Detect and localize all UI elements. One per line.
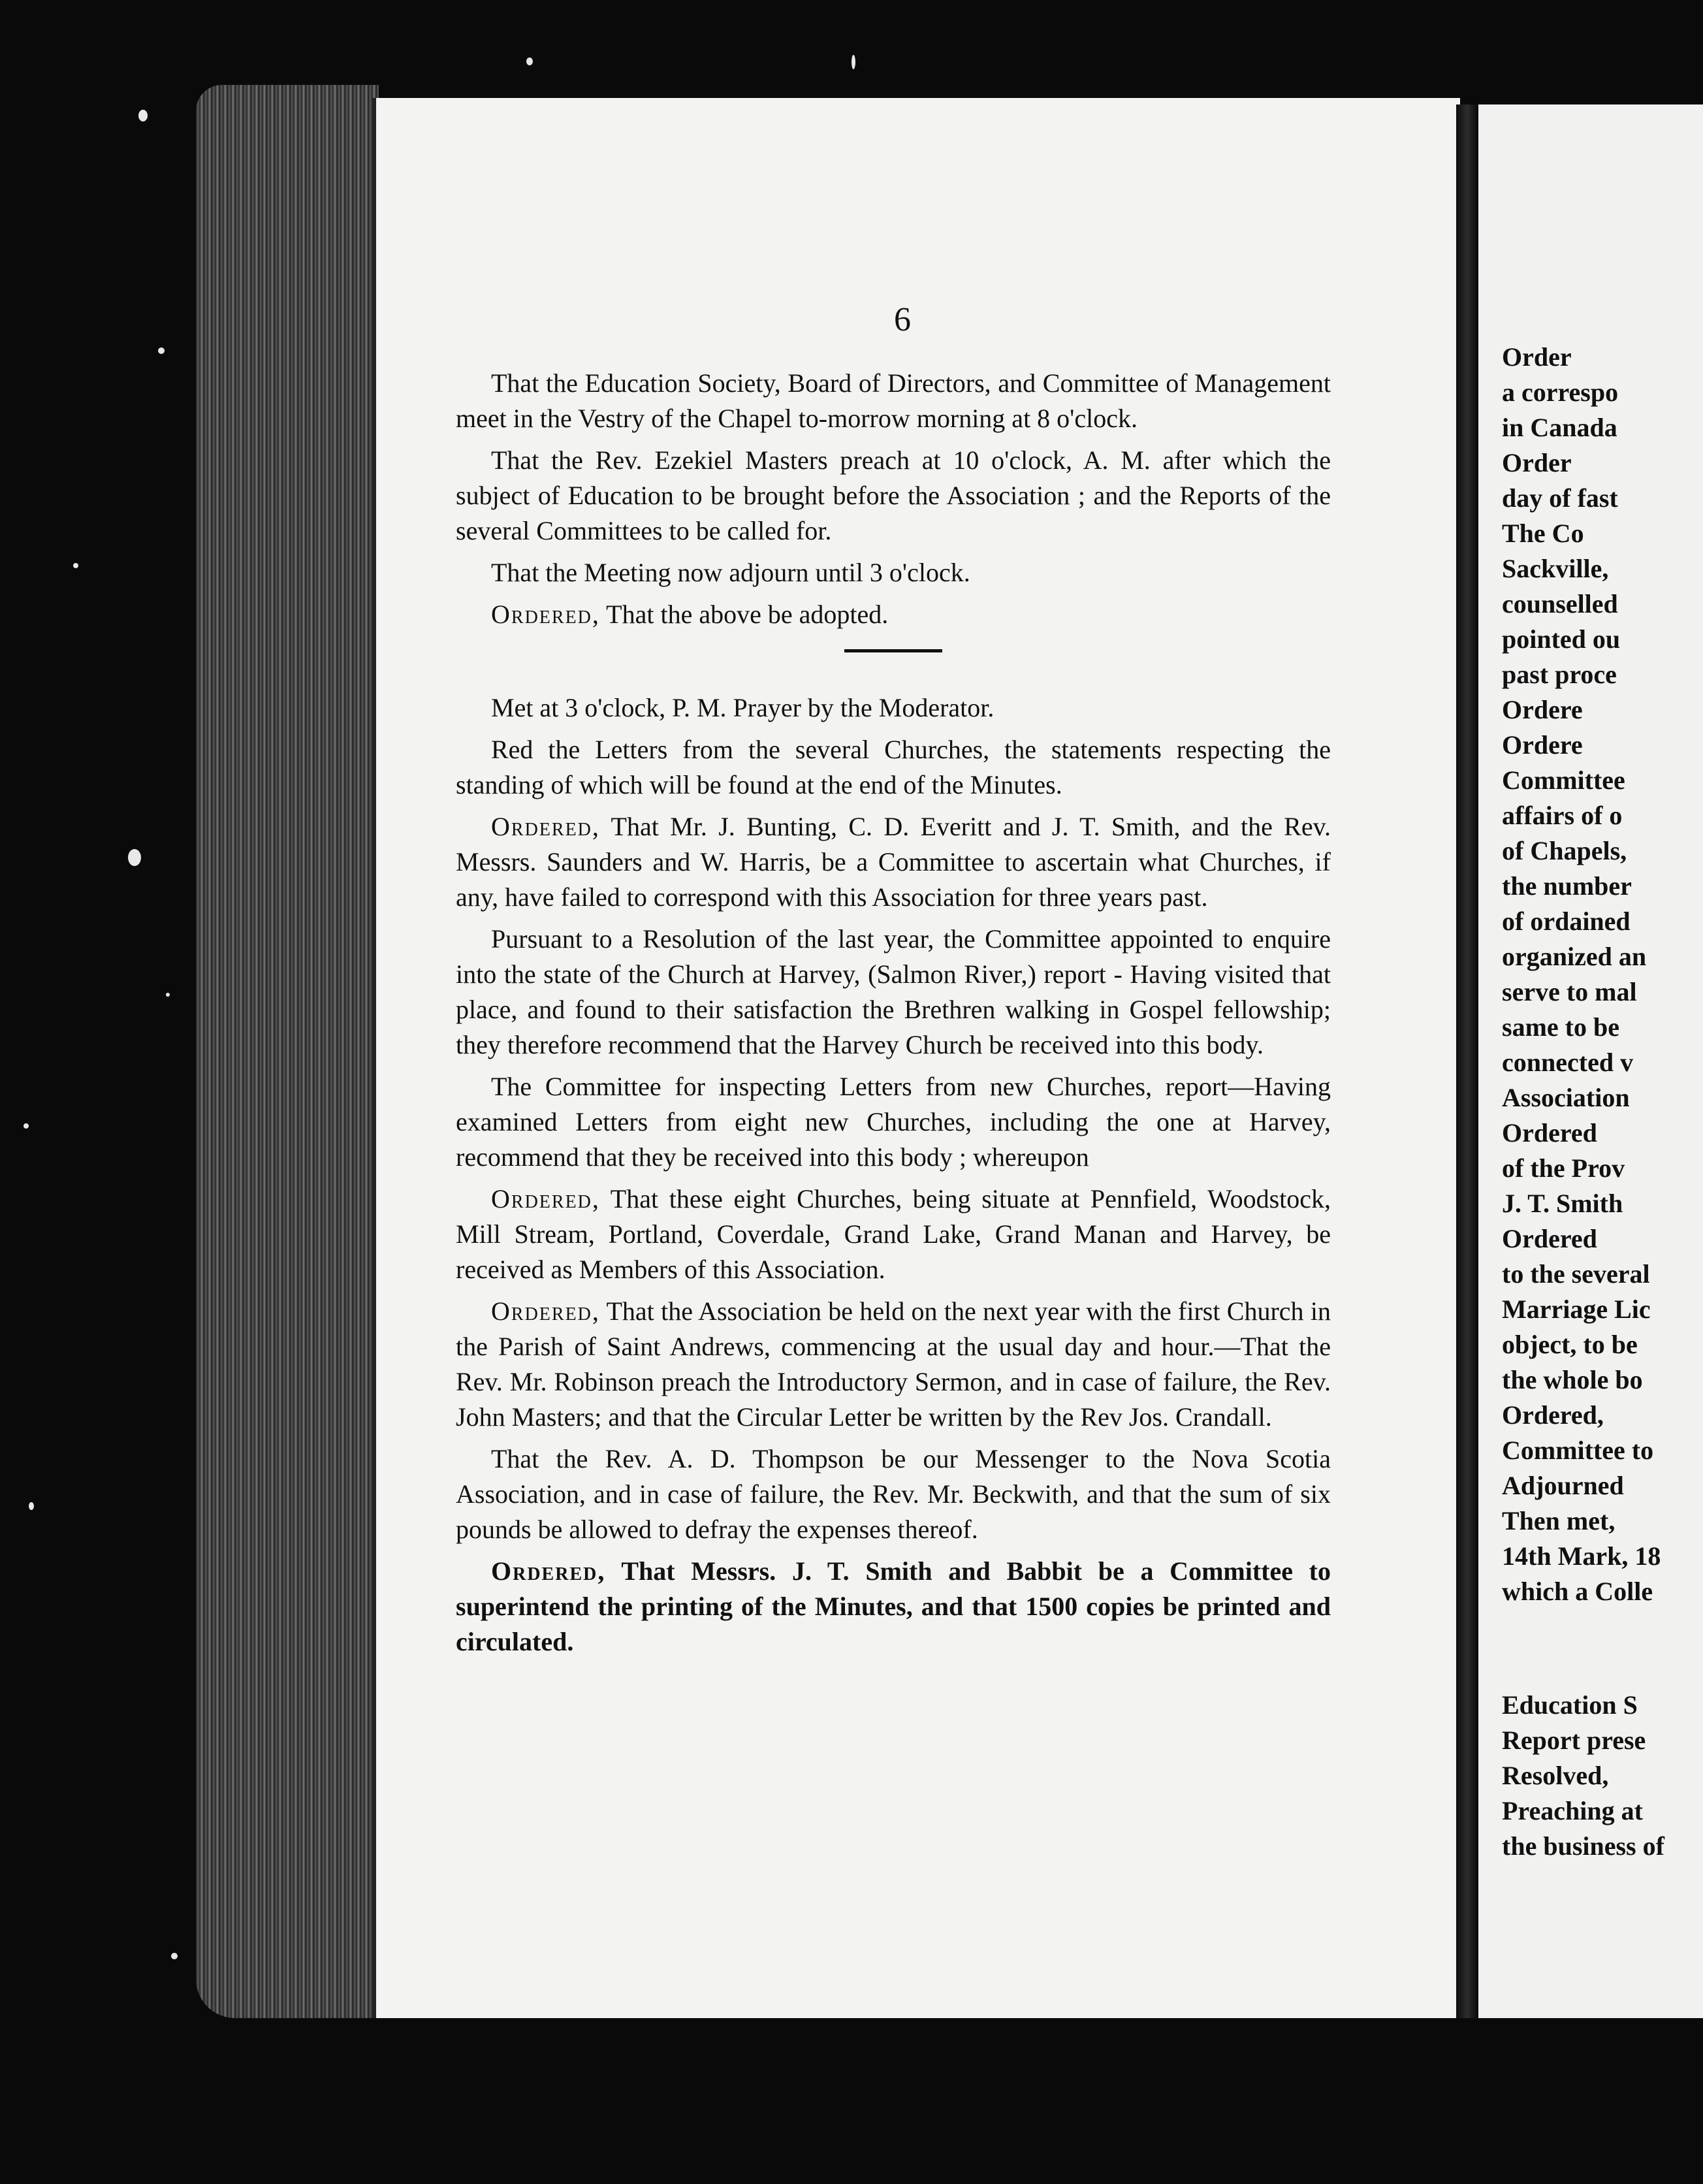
paragraph: Ordered, That Messrs. J. T. Smith and Babbit be a Committee to superintend the printing of the Minutes, and that 1500 copies be printed and circulated.	[456, 1556, 1331, 1656]
right-page-line: counselled	[1502, 589, 1618, 618]
right-page-line: past proce	[1502, 660, 1617, 689]
right-page-line: Marriage Lic	[1502, 1294, 1651, 1324]
paragraph: Met at 3 o'clock, P. M. Prayer by the Moderator.	[491, 693, 995, 722]
right-page-line: Order	[1502, 342, 1572, 372]
right-page-line: the whole bo	[1502, 1365, 1643, 1394]
right-page-line	[1502, 1609, 1703, 1688]
paragraph: That the Meeting now adjourn until 3 o'clock.	[491, 558, 970, 587]
right-page-line: Association	[1502, 1083, 1630, 1112]
film-speck	[166, 993, 170, 997]
film-speck	[138, 110, 148, 121]
paragraph: Ordered, That Mr. J. Bunting, C. D. Everitt and J. T. Smith, and the Rev. Messrs. Saunders and W. Harris, be a Committee to ascertain what Churches, if any, have failed to correspond with this Association for three years past.	[456, 812, 1331, 912]
right-page-line: 14th Mark, 18	[1502, 1541, 1661, 1571]
paragraph: That the Education Society, Board of Directors, and Committee of Management meet in the Vestry of the Chapel to-morrow morning at 8 o'clock.	[456, 368, 1331, 433]
right-page-line: in Canada	[1502, 413, 1617, 442]
film-speck	[29, 1502, 34, 1510]
film-speck	[128, 849, 141, 866]
film-speck	[526, 57, 533, 65]
right-page-line: Committee	[1502, 765, 1625, 795]
right-page-line: Ordere	[1502, 695, 1583, 724]
paragraph: The Committee for inspecting Letters from new Churches, report—Having examined Letters from eight new Churches, including the one at Harvey, recommend that they be received into this body ; whereupon	[456, 1072, 1331, 1172]
right-page-line: Resolved,	[1502, 1761, 1609, 1790]
paragraph: Red the Letters from the several Churches, the statements respecting the standing of which will be found at the end of the Minutes.	[456, 735, 1331, 799]
right-page-line: Then met,	[1502, 1506, 1615, 1535]
right-page-line: J. T. Smith	[1502, 1189, 1623, 1218]
film-speck	[24, 1123, 29, 1129]
right-page-line: Preaching at	[1502, 1796, 1643, 1825]
section-divider	[844, 649, 942, 652]
right-page-line: connected v	[1502, 1048, 1634, 1077]
right-page-text	[1502, 340, 1703, 1864]
film-speck	[73, 563, 78, 568]
right-page-line: of ordained	[1502, 907, 1631, 936]
page-number: 6	[894, 301, 911, 338]
right-page-line: Education S	[1502, 1690, 1638, 1720]
paragraph: Ordered, That these eight Churches, being situate at Pennfield, Woodstock, Mill Stream, Portland, Coverdale, Grand Lake, Grand Manan and Harvey, be received as Members of this Association.	[456, 1184, 1331, 1284]
page-edges	[196, 85, 379, 2018]
paragraph: Ordered, That the above be adopted.	[491, 600, 889, 629]
right-page-line: the number	[1502, 871, 1632, 901]
right-page-line: organized an	[1502, 942, 1647, 971]
right-page-line: a correspo	[1502, 377, 1619, 407]
film-speck	[158, 347, 165, 354]
right-page-line: Sackville,	[1502, 554, 1609, 583]
book-gutter	[1456, 104, 1478, 2018]
film-speck	[171, 1953, 178, 1959]
right-page-line: Adjourned	[1502, 1471, 1624, 1500]
right-page-line: Ordered	[1502, 1118, 1597, 1148]
right-page-line: Committee to	[1502, 1436, 1654, 1465]
left-page-text	[456, 366, 1331, 1666]
right-page-line: The Co	[1502, 519, 1584, 548]
paragraph: Ordered, That the Association be held on the next year with the first Church in the Parish of Saint Andrews, commencing at the usual day and hour.—That the Rev. Mr. Robinson preach the Introductory Sermon, and in case of failure, the Rev. John Masters; and that the Circular Letter be written by the Rev Jos. Crandall.	[456, 1296, 1331, 1432]
right-page-line: Order	[1502, 448, 1572, 477]
paragraph: That the Rev. Ezekiel Masters preach at 10 o'clock, A. M. after which the subject of Education to be brought before the Association ; and the Reports of the several Committees to be called for.	[456, 445, 1331, 545]
paragraph: That the Rev. A. D. Thompson be our Messenger to the Nova Scotia Association, and in case of failure, the Rev. Mr. Beckwith, and that the sum of six pounds be allowed to defray the expenses thereof.	[456, 1444, 1331, 1544]
right-page-line: of Chapels,	[1502, 836, 1627, 865]
film-speck	[852, 55, 855, 69]
right-page-line: same to be	[1502, 1012, 1619, 1042]
right-page-line: Ordered,	[1502, 1400, 1604, 1430]
right-page-line: pointed ou	[1502, 624, 1621, 654]
paragraph: Pursuant to a Resolution of the last year, the Committee appointed to enquire into the state of the Church at Harvey, (Salmon River,) report - Having visited that place, and found to their satisfaction the Brethren walking in Gospel fellowship; they therefore recommend that the Harvey Church be received into this body.	[456, 924, 1331, 1059]
right-page-line: which a Colle	[1502, 1577, 1653, 1606]
right-page-line: Ordered	[1502, 1224, 1597, 1253]
right-page-line: object, to be	[1502, 1330, 1638, 1359]
right-page-line: of the Prov	[1502, 1153, 1625, 1183]
right-page-line: affairs of o	[1502, 801, 1623, 830]
right-page-line: Report prese	[1502, 1726, 1646, 1755]
right-page-line: day of fast	[1502, 483, 1618, 513]
right-page-line: to the several	[1502, 1259, 1650, 1289]
right-page-line: serve to mal	[1502, 977, 1637, 1006]
right-page-line: the business of	[1502, 1831, 1664, 1861]
right-page-line: Ordere	[1502, 730, 1583, 760]
